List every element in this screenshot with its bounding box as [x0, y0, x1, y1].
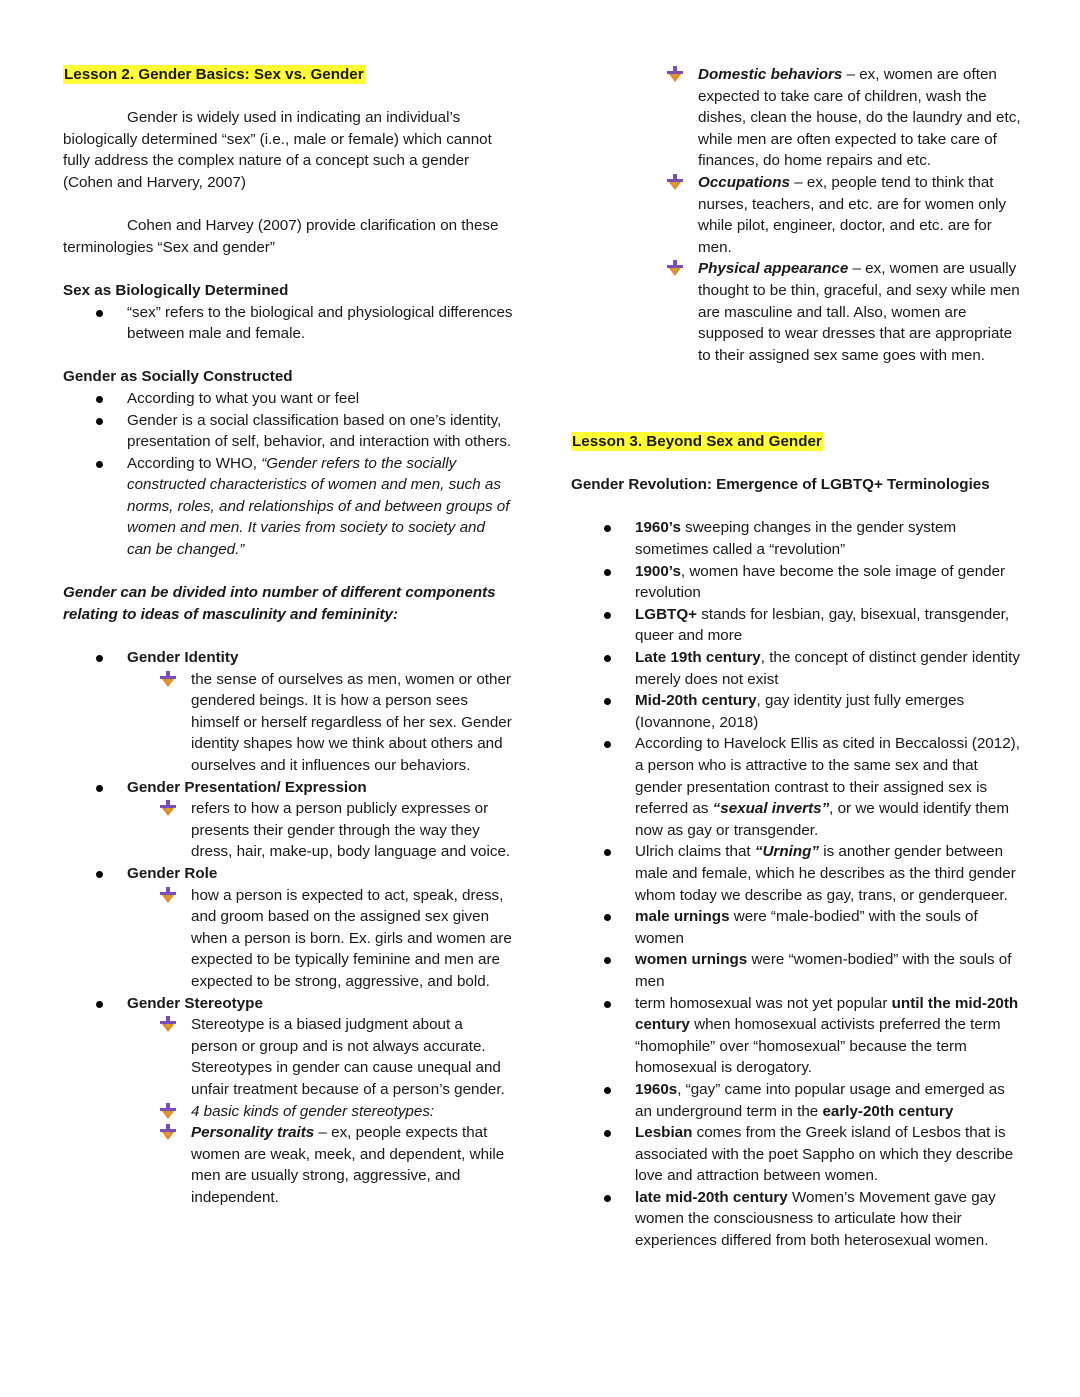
sex-list [63, 302, 513, 345]
b12-text: comes from the Greek island of Lesbos that is associated with the poet Sappho on which they describe love and attraction between women. [635, 1124, 1014, 1185]
occupations-item [698, 172, 1021, 258]
who-prefix: According to WHO, [127, 454, 262, 472]
sex-heading: Sex as Biologically Determined [63, 281, 289, 299]
identity-item [191, 669, 513, 777]
stereotype-kinds: 4 basic kinds of gender stereotypes: [191, 1102, 435, 1120]
arrow-icon [666, 65, 684, 83]
b6-pre: According to Havelock Ellis as cited in Beccalossi (2012), a person who is attractive to the same sex and that gender presentation contrast to their assigned sex is referred as [635, 735, 1020, 818]
revolution-bullet-12 [635, 1122, 1021, 1187]
identity-title: Gender Identity [127, 649, 239, 667]
stereotype-kinds-continued [667, 64, 1021, 366]
stereotype-item [191, 1014, 513, 1100]
b7-post: is another gender between male and female, which he describes as the third gender whom today we describe as gay, trans, or genderqueer. [635, 843, 1016, 904]
revolution-bullet-7 [635, 841, 1021, 906]
b3-text: stands for lesbian, gay, bisexual, transgender, queer and more [635, 605, 1010, 645]
component-gender-presentation [127, 777, 513, 863]
arrow-icon [159, 1015, 177, 1033]
domestic-label: Domestic behaviors [698, 66, 843, 83]
components-list [63, 647, 513, 1208]
lesson2-title: Lesson 2. Gender Basics: Sex vs. Gender [64, 66, 364, 83]
presentation-item [191, 798, 513, 863]
b13-text: Women’s Movement gave gay women the consciousness to articulate how their experiences differed from both heterosexual women. [635, 1188, 996, 1250]
revolution-bullet-2 [635, 561, 1021, 604]
revolution-bullet-10 [635, 993, 1021, 1079]
revolution-bullet-11 [635, 1079, 1021, 1122]
sex-bullet: “sex” refers to the biological and physiological differences between male and female. [127, 302, 513, 345]
components-heading: Gender can be divided into number of different components relating to ideas of masculinity and femininity: [63, 584, 496, 623]
b5-text: , gay identity just fully emerges (Iovannone, 2018) [635, 692, 965, 731]
personality-text: – ex, people expects that women are weak, meek, and dependent, while men are usually strong, aggressive, and independent. [191, 1124, 505, 1206]
b2-text: , women have become the sole image of gender revolution [635, 562, 1006, 602]
b4-bold: Late 19th century [635, 649, 761, 667]
b1-text: sweeping changes in the gender system sometimes called a “revolution” [635, 519, 957, 559]
b9-text: were “women-bodied” with the souls of men [635, 951, 1012, 990]
intro-paragraph: Gender is widely used in indicating an individual’s biologically determined “sex” (i.e., male or female) which cannot fully address the complex nature of a concept such a gender (Cohen and Harvery, 2007) [63, 109, 492, 191]
stereotype-kinds-item [191, 1101, 513, 1123]
b11-bold: 1960s [635, 1080, 678, 1098]
b13-bold: late mid-20th century [635, 1188, 788, 1206]
domestic-item [698, 64, 1021, 172]
b9-bold: women urnings [635, 951, 748, 969]
revolution-bullet-5 [635, 690, 1021, 733]
who-quote: “Gender refers to the socially constructed characteristics of women and men, such as norms, roles, and relationships of and between groups of women and men. It varies from society to society and can be changed.” [127, 454, 510, 559]
gender-bullet-1: According to what you want or feel [127, 388, 513, 410]
b5-bold: Mid-20th century [635, 692, 757, 710]
gender-bullet-3 [127, 453, 513, 561]
component-gender-identity [127, 647, 513, 777]
occupations-text: – ex, people tend to think that nurses, teachers, and etc. are for women only while pilot, engineer, doctor, and etc. are for men. [698, 173, 1007, 256]
arrow-icon [666, 259, 684, 277]
appearance-label: Physical appearance [698, 260, 849, 278]
revolution-bullet-1 [635, 517, 1021, 560]
stereotype-desc: Stereotype is a biased judgment about a person or group and is not always accurate. Stereotypes in gender can cause unequal and unfair treatment because of a person’s gender. [191, 1016, 505, 1098]
arrow-icon [159, 670, 177, 688]
b6-post: , or we would identify them now as gay or transgender. [635, 800, 1009, 839]
lesson3-title: Lesson 3. Beyond Sex and Gender [572, 433, 822, 451]
left-column [63, 64, 513, 1208]
revolution-bullet-9 [635, 949, 1021, 992]
b7-pre: Ulrich claims that [635, 843, 755, 861]
presentation-title: Gender Presentation/ Expression [127, 778, 367, 796]
personality-item [191, 1122, 513, 1208]
arrow-icon [159, 1123, 177, 1141]
arrow-icon [159, 799, 177, 817]
revolution-list [571, 517, 1021, 1251]
b11-text: , “gay” came into popular usage and emerged as an underground term in the [635, 1080, 1005, 1120]
arrow-icon [159, 1102, 177, 1120]
gender-heading: Gender as Socially Constructed [63, 368, 293, 386]
revolution-heading: Gender Revolution: Emergence of LGBTQ+ Terminologies [571, 476, 990, 494]
clarify-paragraph: Cohen and Harvey (2007) provide clarification on these terminologies “Sex and gender” [63, 217, 499, 256]
gender-list [63, 388, 513, 561]
component-gender-role [127, 863, 513, 993]
identity-desc: the sense of ourselves as men, women or other gendered beings. It is how a person sees himself or herself regardless of her sex. Gender identity shapes how we think about others and ourselves and it influences our behaviors. [191, 670, 512, 774]
b11-bold2: early-20th century [822, 1102, 954, 1120]
b7-em: “Urning” [754, 843, 819, 861]
role-desc: how a person is expected to act, speak, dress, and groom based on the assigned sex given when a person is born. Ex. girls and women are expected to be typically feminine and men are expected to be strong, aggressive, and bold. [191, 886, 512, 990]
presentation-desc: refers to how a person publicly expresses or presents their gender through the way they dress, hair, make-up, body language and voice. [191, 800, 511, 861]
b12-bold: Lesbian [635, 1124, 693, 1142]
role-item [191, 885, 513, 993]
gender-bullet-2: Gender is a social classification based on one’s identity, presentation of self, behavior, and interaction with others. [127, 410, 513, 453]
arrow-icon [159, 886, 177, 904]
b1-bold: 1960’s [635, 519, 681, 537]
appearance-item [698, 258, 1021, 366]
b8-text: were “male-bodied” with the souls of women [635, 908, 978, 947]
revolution-bullet-6 [635, 733, 1021, 841]
b6-em: “sexual inverts” [712, 800, 830, 818]
b4-text: , the concept of distinct gender identity merely does not exist [635, 649, 1020, 688]
revolution-bullet-8 [635, 906, 1021, 949]
b10-pre: term homosexual was not yet popular [635, 994, 892, 1012]
right-column [571, 64, 1021, 1252]
role-title: Gender Role [127, 864, 218, 882]
personality-label: Personality traits [191, 1124, 315, 1142]
occupations-label: Occupations [698, 173, 790, 191]
appearance-text: – ex, women are usually thought to be thin, graceful, and sexy while men are masculine and tall. Also, women are supposed to wear dresses that are appropriate to their assigned sex same goes with men. [698, 260, 1020, 364]
b3-bold: LGBTQ+ [635, 605, 698, 623]
stereotype-title: Gender Stereotype [127, 994, 263, 1012]
revolution-bullet-4 [635, 647, 1021, 690]
b10-bold: until the mid-20th century [635, 994, 1019, 1034]
revolution-bullet-3 [635, 604, 1021, 647]
b10-post: when homosexual activists preferred the term “homophile” over “homosexual” because the term homosexual is derogatory. [635, 1016, 1001, 1077]
component-gender-stereotype [127, 993, 513, 1209]
revolution-bullet-13 [635, 1187, 1021, 1252]
b2-bold: 1900’s [635, 562, 681, 580]
arrow-icon [666, 173, 684, 191]
domestic-text: – ex, women are often expected to take care of children, wash the dishes, clean the house, do the laundry and etc, while men are often expected to take care of finances, do home repairs and etc. [698, 66, 1021, 170]
b8-bold: male urnings [635, 908, 730, 926]
